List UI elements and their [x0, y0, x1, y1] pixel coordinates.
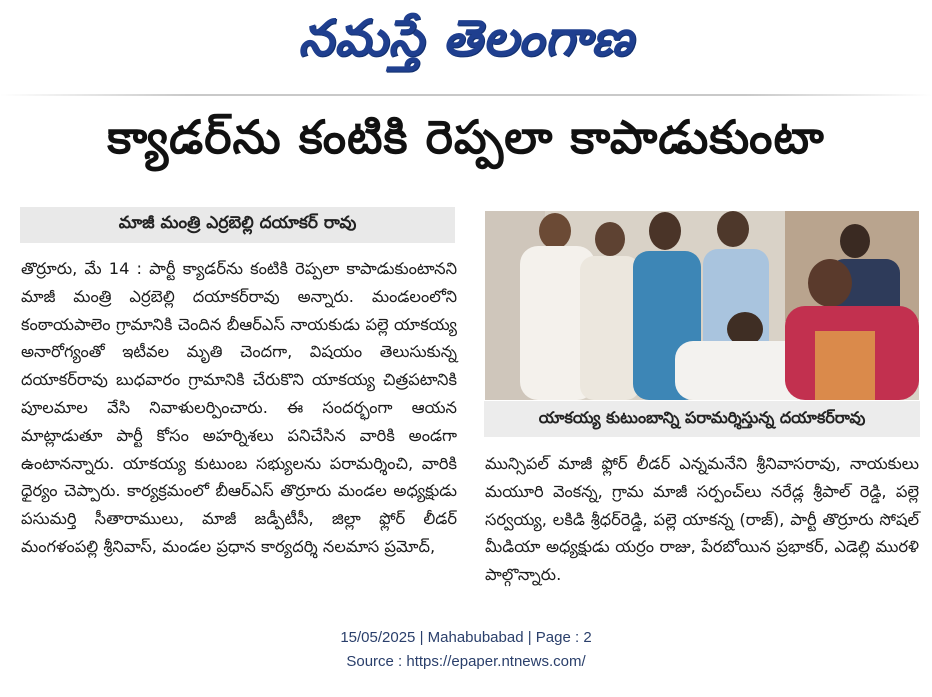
page-footer [0, 626, 932, 674]
masthead [0, 0, 932, 100]
newspaper-logo: నమస్తే తెలంగాణ [298, 8, 634, 67]
news-photo-image [485, 211, 919, 400]
article-body-left-column: తొర్రూరు, మే 14 : పార్టీ క్యాడర్‌ను కంటికి రెప్పలా కాపాడుకుంటానని మాజీ మంత్రి ఎర్రబెల్లి దయాకర్‌రావు అన్నారు. మండలంలోని కంఠాయపాలెం గ్రామానికి చెందిన బీఆర్ఎస్ నాయకుడు పల్లె యాకయ్య అనారోగ్యంతో ఇటీవల మృతి చెందగా, విషయం తెలుసుకున్న దయాకర్‌రావు బుధవారం గ్రామానికి చేరుకొని యాకయ్య చిత్రపటానికి పూలమాల వేసి నివాళులర్పించారు. ఈ సందర్భంగా ఆయన మాట్లాడుతూ పార్టీ కోసం అహర్నిశలు పనిచేసిన వారికి అండగా ఉంటానన్నారు. యాకయ్య కుటుంబ సభ్యులను పరామర్శించి, వారికి ధైర్యం చెప్పారు. కార్యక్రమంలో బీఆర్ఎస్ తొర్రూరు మండల అధ్యక్షుడు పసుమర్తి సీతారాములు, మాజీ జడ్పీటీసీ, జిల్లా ఫ్లోర్ లీడర్ మంగళంపల్లి శ్రీనివాస్, మండల ప్రధాన కార్యదర్శి నలమాస ప్రమోద్, [21, 259, 457, 556]
article-headline: క్యాడర్‌ను కంటికి రెప్పలా కాపాడుకుంటా [107, 110, 825, 164]
footer-date-edition: 15/05/2025 | Mahabubabad | Page : 2 [340, 629, 592, 646]
photo-caption: యాకయ్య కుటుంబాన్ని పరామర్శిస్తున్న దయాకర్‌రావు [484, 401, 920, 437]
masthead-divider [0, 94, 932, 96]
article-body-right-column: మున్సిపల్ మాజీ ఫ్లోర్ లీడర్ ఎన్నమనేని శ్రీనివాసరావు, నాయకులు మయూరి వెంకన్న, గ్రామ మాజీ సర్పంచ్‌లు నరేడ్ల శ్రీపాల్ రెడ్డి, పల్లె సర్వయ్య, లకిడి శ్రీధర్‌రెడ్డి, పల్లె యాకన్న (రాజ్), పార్టీ తొర్రూరు సోషల్ మీడియా అధ్యక్షుడు యర్రం రాజు, పేరబోయిన ప్రభాకర్, ఎడెల్లి మురళి పాల్గొన్నారు. [485, 454, 919, 585]
article-subheading: మాజీ మంత్రి ఎర్రబెల్లి దయాకర్ రావు [20, 207, 455, 243]
footer-source: Source : https://epaper.ntnews.com/ [346, 653, 586, 670]
news-photo [485, 211, 919, 400]
